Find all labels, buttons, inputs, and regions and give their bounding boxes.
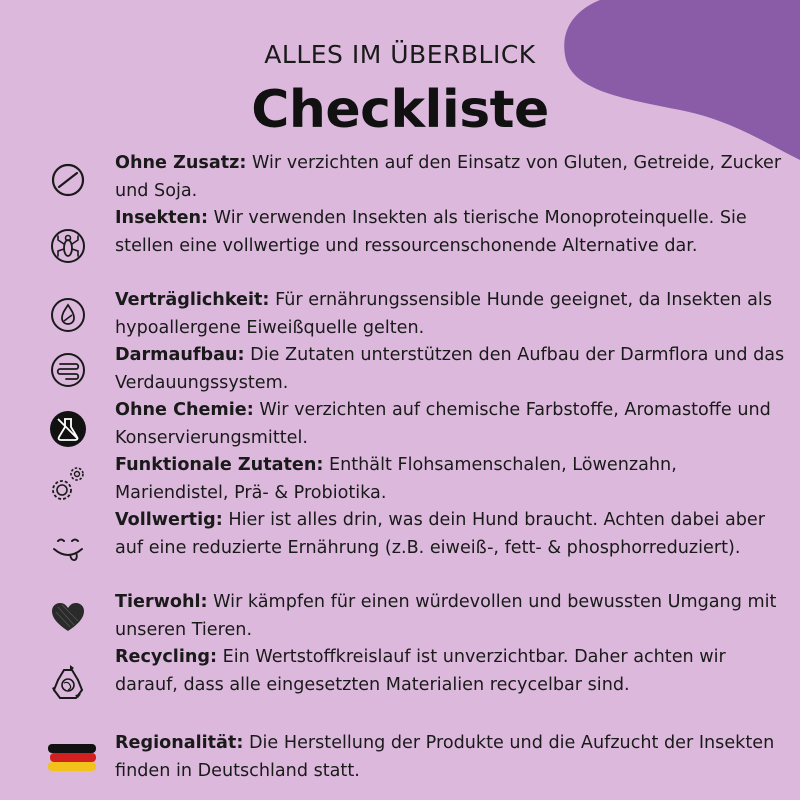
list-item-label: Recycling: <box>115 647 218 667</box>
no-chemicals-icon <box>44 405 92 453</box>
list-item-label: Darmaufbau: <box>115 345 245 365</box>
germany-flag-icon <box>46 734 98 782</box>
list-item-text <box>115 644 790 699</box>
gears-icon <box>44 460 92 508</box>
list-item-text <box>115 287 790 342</box>
heart-icon <box>44 593 92 641</box>
recycling-icon <box>44 660 92 708</box>
list-item-text <box>115 150 790 205</box>
list-item-label: Vollwertig: <box>115 510 223 530</box>
list-item-label: Funktionale Zutaten: <box>115 455 324 475</box>
list-item-description: Wir verwenden Insekten als tierische Monoproteinquelle. Sie stellen eine vollwertige und ressourcenschonende Alternative dar. <box>115 208 747 256</box>
forbidden-icon <box>44 156 92 204</box>
list-item-description: Enthält Flohsamenschalen, Löwenzahn, Mariendistel, Prä- & Probiotika. <box>115 455 677 503</box>
list-item-description: Ein Wertstoffkreislauf ist unverzichtbar. Daher achten wir darauf, dass alle eingesetzten Materialien recycelbar sind. <box>115 647 726 695</box>
list-item-label: Verträglichkeit: <box>115 290 270 310</box>
list-item-description: Wir verzichten auf den Einsatz von Gluten, Getreide, Zucker und Soja. <box>115 153 782 201</box>
list-item-text <box>115 397 790 452</box>
list-item-label: Ohne Zusatz: <box>115 153 247 173</box>
list-item-description: Die Herstellung der Produkte und die Aufzucht der Insekten finden in Deutschland statt. <box>115 733 775 781</box>
list-item-label: Ohne Chemie: <box>115 400 254 420</box>
list-item-description: Für ernährungssensible Hunde geeignet, da Insekten als hypoallergene Eiweißquelle gelten. <box>115 290 772 338</box>
page-title: Checkliste <box>251 80 549 140</box>
list-item-label: Tierwohl: <box>115 592 208 612</box>
list-item-description: Hier ist alles drin, was dein Hund braucht. Achten dabei aber auf eine reduzierte Ernährung (z.B. eiweiß-, fett- & phosphorreduziert). <box>115 510 765 558</box>
list-item-text <box>115 507 790 562</box>
smiley-tongue-icon <box>44 523 92 571</box>
list-item-label: Regionalität: <box>115 733 244 753</box>
intestine-icon <box>44 346 92 394</box>
list-item-label: Insekten: <box>115 208 209 228</box>
list-item-description: Wir verzichten auf chemische Farbstoffe, Aromastoffe und Konservierungsmittel. <box>115 400 771 448</box>
list-item-text <box>115 205 790 260</box>
list-item-text <box>115 342 790 397</box>
drop-icon <box>44 291 92 339</box>
overline: ALLES IM ÜBERBLICK <box>264 40 536 69</box>
insect-icon <box>44 222 92 270</box>
list-item-text <box>115 452 790 507</box>
list-item-text <box>115 589 790 644</box>
list-item-description: Wir kämpfen für einen würdevollen und bewussten Umgang mit unseren Tieren. <box>115 592 777 640</box>
list-item-text <box>115 730 790 785</box>
list-item-description: Die Zutaten unterstützen den Aufbau der Darmflora und das Verdauungssystem. <box>115 345 785 393</box>
